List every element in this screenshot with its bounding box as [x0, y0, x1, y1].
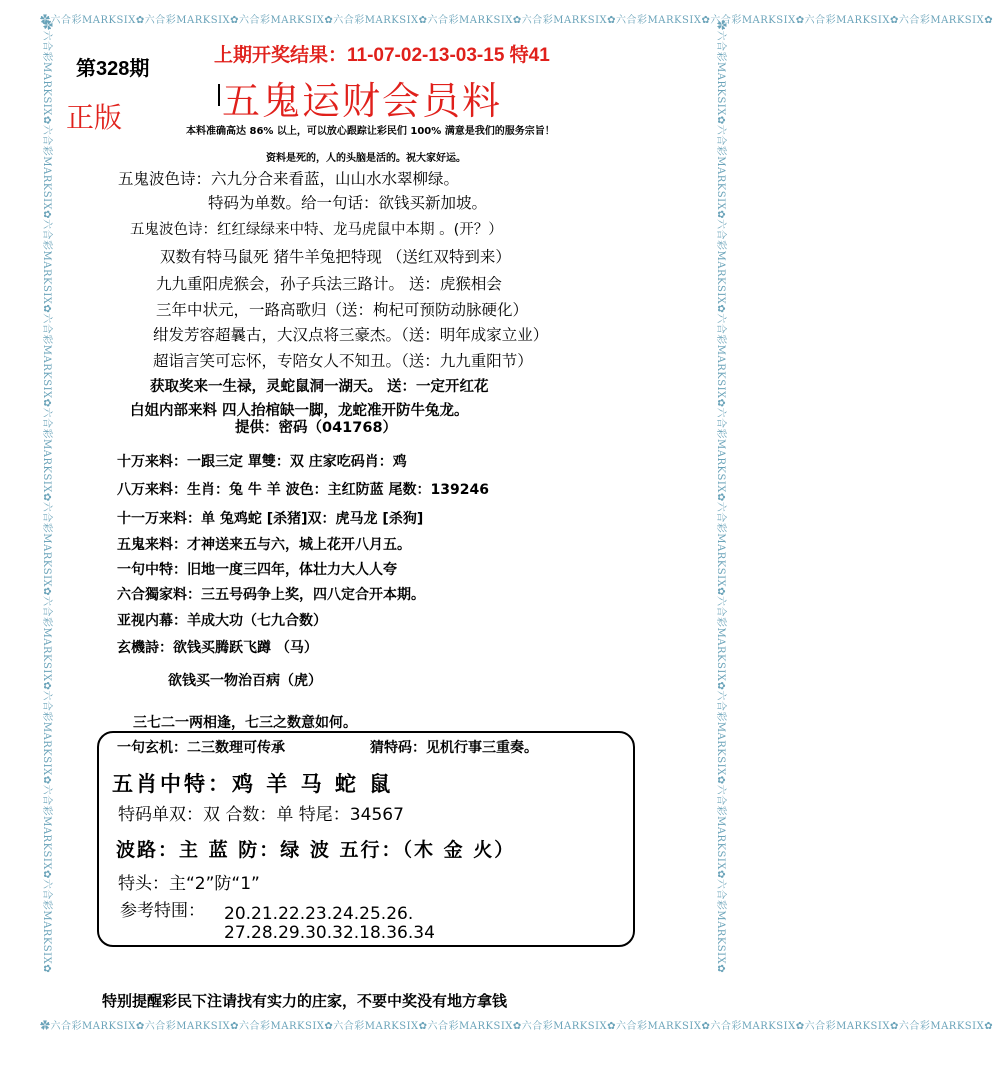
- last-result: 上期开奖结果：11-07-02-13-03-15 特41: [214, 45, 550, 66]
- poem-line-1: 五鬼波色诗：六九分合来看蓝，山山水水翠柳绿。: [118, 170, 460, 188]
- issue-number: 第328期: [76, 58, 150, 80]
- box-ref-line-1: 20.21.22.23.24.25.26.: [224, 904, 414, 924]
- text-cursor: [218, 84, 220, 106]
- watermark-left-text: ✿六合彩MARKSIX✿六合彩MARKSIX✿六合彩MARKSIX✿六合彩MARKSIX✿六合彩MARKSIX✿六合彩MARKSIX✿六合彩MARKSIX✿六合彩MARKSIX✿六合彩MARKSIX✿六合彩MARKSIX✿: [41, 20, 52, 974]
- poem-line-7: 绀发芳容超曩古，大汉点将三豪杰。（送：明年成家立业）: [153, 326, 549, 344]
- password-line: 提供：密码（041768）: [235, 420, 398, 436]
- page-title: 五鬼运财会员料: [222, 79, 503, 123]
- poem-line-2: 特码为单数。给一句话：欲钱买新加坡。: [208, 194, 488, 212]
- watermark-bottom: ✿六合彩MARKSIX✿六合彩MARKSIX✿六合彩MARKSIX✿六合彩MARKSIX✿六合彩MARKSIX✿六合彩MARKSIX✿六合彩MARKSIX✿六合彩MARKSIX✿六合彩MARKSIX✿六合彩MARKSIX✿: [40, 1021, 993, 1032]
- poem-line-5: 九九重阳虎猴会，孙子兵法三路计。 送：虎猴相会: [156, 275, 502, 293]
- item-five-ghost: 五鬼来料：才神送来五与六，城上花开八月五。: [117, 537, 411, 553]
- motto: 资料是死的，人的头脑是活的。祝大家好运。: [266, 153, 466, 164]
- poem-line-4: 双数有特马鼠死 猪牛羊兔把特现 （送红双特到来）: [160, 248, 511, 266]
- poem-line-10: 白姐内部来料 四人抬棺缺一脚，龙蛇准开防牛兔龙。: [130, 403, 469, 419]
- item-100k: 十万来料：一跟三定 單雙：双 庄家吃码肖：鸡: [117, 454, 407, 470]
- box-parity: 特码单双：双 合数：单 特尾：34567: [118, 805, 404, 825]
- item-one-sentence: 一句中特：旧地一度三四年，体壮力大人人夸: [117, 562, 397, 578]
- footer-note: 特别提醒彩民下注请找有实力的庄家，不要中奖没有地方拿钱: [102, 992, 508, 1010]
- item-exclusive: 六合獨家料：三五号码争上奖，四八定合开本期。: [117, 587, 425, 603]
- watermark-left: [42, 20, 60, 1030]
- box-five-zodiac: 五肖中特：鸡 羊 马 蛇 鼠: [112, 772, 394, 796]
- item-mystic-poem: 玄機詩：欲钱买腾跃飞蹲 （马）: [117, 640, 318, 656]
- genuine-stamp: 正版: [66, 101, 123, 134]
- box-riddle: 一句玄机：二三数理可传承: [117, 740, 285, 756]
- item-110k: 十一万来料：单 兔鸡蛇 [杀猪]双：虎马龙 [杀狗]: [117, 511, 424, 527]
- accuracy-note: 本料准确高达 86% 以上，可以放心跟踪让彩民们 100% 满意是我们的服务宗旨！: [186, 126, 555, 137]
- poem-line-6: 三年中状元，一路高歌归（送：枸杞可预防动脉硬化）: [156, 301, 529, 319]
- poem-line-3: 五鬼波色诗：红红绿绿来中特、龙马虎鼠中本期 。(开？）: [130, 222, 503, 238]
- item-mystic-poem-2: 欲钱买一物治百病（虎）: [168, 673, 322, 689]
- box-head: 特头：主“2”防“1”: [118, 874, 260, 894]
- item-atv-inside: 亚视内幕：羊成大功（七九合数）: [117, 613, 327, 629]
- box-guess: 猜特码：见机行事三重奏。: [370, 740, 538, 756]
- watermark-top: ✿六合彩MARKSIX✿六合彩MARKSIX✿六合彩MARKSIX✿六合彩MARKSIX✿六合彩MARKSIX✿六合彩MARKSIX✿六合彩MARKSIX✿六合彩MARKSIX✿六合彩MARKSIX✿六合彩MARKSIX✿: [40, 15, 993, 26]
- box-wave: 波路：主 蓝 防：绿 波 五行：（木 金 火）: [116, 839, 516, 861]
- watermark-right-text: ✿六合彩MARKSIX✿六合彩MARKSIX✿六合彩MARKSIX✿六合彩MARKSIX✿六合彩MARKSIX✿六合彩MARKSIX✿六合彩MARKSIX✿六合彩MARKSIX✿六合彩MARKSIX✿六合彩MARKSIX✿: [715, 20, 726, 974]
- item-three-seven: 三七二一两相逢，七三之数意如何。: [133, 715, 357, 731]
- watermark-right: [716, 20, 734, 1030]
- box-ref-label: 参考特围：: [120, 901, 205, 921]
- poem-line-9: 获取奖来一生禄，灵蛇鼠洞一湖天。 送：一定开红花: [150, 379, 489, 395]
- item-80k: 八万来料：生肖：兔 牛 羊 波色：主红防蓝 尾数：139246: [117, 482, 489, 498]
- poem-line-8: 超诣言笑可忘怀，专陪女人不知丑。（送：九九重阳节）: [153, 352, 533, 370]
- box-ref-line-2: 27.28.29.30.32.18.36.34: [224, 923, 435, 943]
